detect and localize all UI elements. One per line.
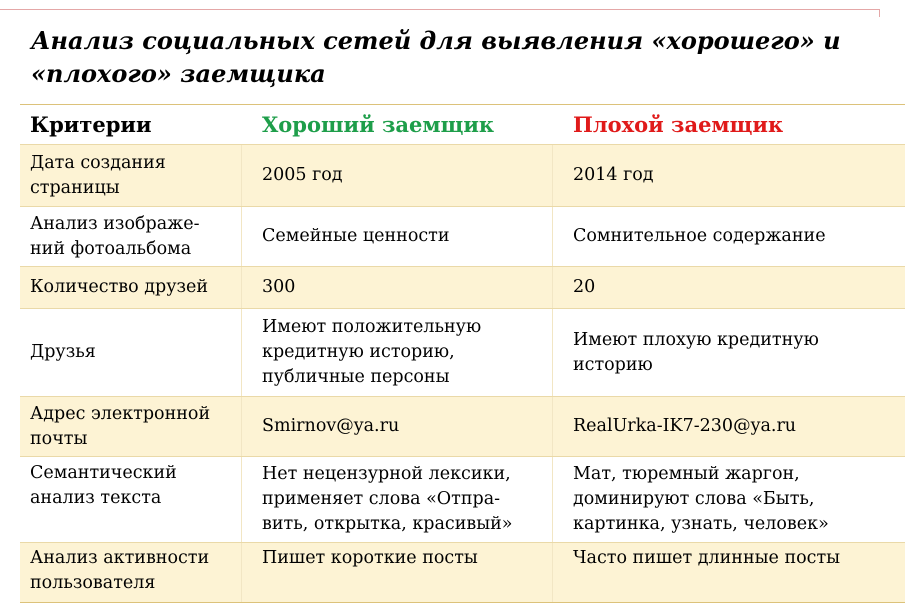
- slide-title: Анализ социальных сетей для выявления «хорошего» и «плохого» заемщика: [31, 26, 841, 88]
- criterion-cell: Адрес электронной почты: [20, 397, 242, 456]
- bad-value-cell: 2014 год: [573, 165, 654, 185]
- bad-value-cell: Мат, тюремный жаргон, доминируют слова «Быть, картинка, узнать, человек»: [573, 464, 829, 534]
- header-bad-borrower: Плохой заемщик: [573, 112, 784, 137]
- top-divider-line: [0, 9, 880, 10]
- good-value-cell: Smirnov@ya.ru: [242, 397, 553, 456]
- bad-value-cell: Часто пишет длинные посты: [573, 548, 841, 568]
- good-value-cell: Семейные ценности: [242, 207, 553, 266]
- criterion-cell: Анализ активности пользователя: [20, 543, 242, 602]
- table-row: [20, 457, 905, 543]
- criterion-cell: Дата создания страницы: [20, 145, 242, 206]
- good-value-cell: Имеют положительную кредитную историю, публичные персоны: [242, 309, 553, 396]
- comparison-table: [20, 104, 905, 603]
- criterion-cell: Семантический анализ текста: [20, 457, 242, 542]
- good-value-cell: 300: [242, 267, 553, 308]
- table-row: [20, 543, 905, 603]
- table-row: [20, 267, 905, 309]
- good-value-cell: 2005 год: [242, 145, 553, 206]
- bad-value-cell: 20: [573, 277, 596, 297]
- table-row: [20, 145, 905, 207]
- good-value-cell: Пишет короткие посты: [242, 543, 553, 602]
- header-good-borrower: Хороший заемщик: [262, 112, 495, 137]
- bad-value-cell: Имеют плохую кредитную историю: [573, 329, 819, 375]
- table-row: [20, 309, 905, 397]
- bad-value-cell: RealUrka-IK7-230@ya.ru: [573, 416, 797, 436]
- table-row: [20, 397, 905, 457]
- table-header-row: [20, 105, 905, 145]
- bad-value-cell: Сомнительное содержание: [573, 226, 826, 246]
- good-value-cell: Нет нецензурной лексики, применяет слова «Отпра- вить, открытка, красивый»: [242, 457, 553, 542]
- top-divider-corner: [879, 9, 880, 17]
- criterion-cell: Друзья: [20, 309, 242, 396]
- criterion-cell: Анализ изображе- ний фотоальбома: [20, 207, 242, 266]
- table-row: [20, 207, 905, 267]
- header-criteria: Критерии: [30, 112, 152, 137]
- criterion-cell: Количество друзей: [20, 267, 242, 308]
